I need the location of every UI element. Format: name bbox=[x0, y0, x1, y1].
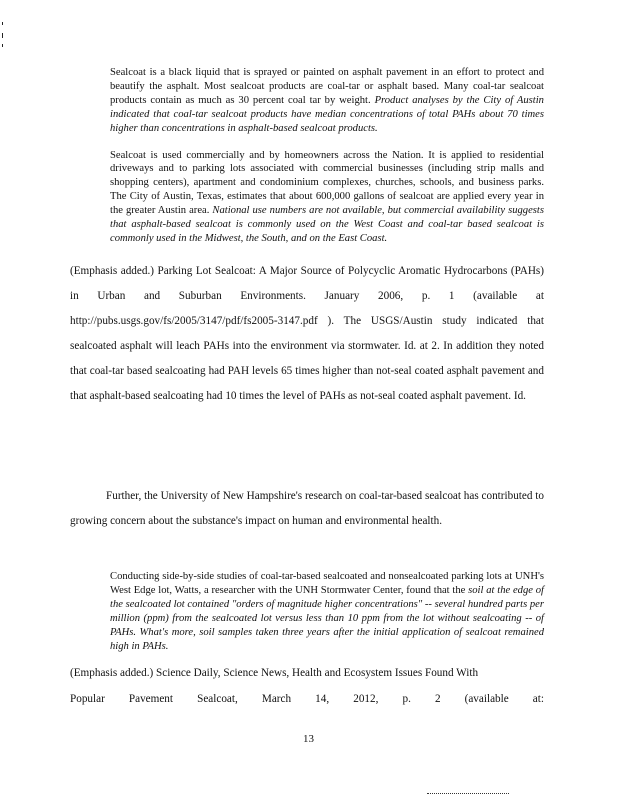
body-text: Further, the University of New Hampshire's research on coal-tar-based sealcoat has contributed to growing concern about the substance's impact on human and environmental health. bbox=[70, 490, 544, 527]
body-paragraph-usgs-citation bbox=[70, 259, 544, 409]
citation-word: (available bbox=[464, 693, 509, 705]
citation-word: 2012, bbox=[353, 693, 379, 705]
citation-word: 2 bbox=[434, 693, 441, 705]
body-paragraph-unh bbox=[70, 484, 544, 534]
block-quote-unh bbox=[110, 570, 544, 653]
quote-emphasis: Product analyses by the City of Austin indicated that coal-tar sealcoat products have median concentrations of total PAHs about 70 times higher than concentrations in asphalt-based sealcoat products. bbox=[110, 94, 544, 134]
footer-rule bbox=[427, 793, 509, 794]
quote-emphasis: soil at the edge of the sealcoated lot contained "orders of magnitude higher concentrations" -- several hundred parts per million (ppm) from the sealcoated lot versus less than 10 ppm from the lot without sealcoating -- of PAHs. What's more, soil samples taken three years after the initial application of sealcoat remained high in PAHs. bbox=[110, 584, 544, 652]
quote-text: Conducting side-by-side studies of coal-tar-based sealcoated and nonsealcoated parking lots at UNH's West Edge lot, Watts, a researcher with the UNH Stormwater Center, found that the bbox=[110, 571, 544, 596]
quote-paragraph bbox=[110, 149, 544, 246]
margin-mark bbox=[2, 22, 3, 25]
quote-text: Sealcoat is a black liquid that is sprayed or painted on asphalt pavement in an effort to protect and beautify the asphalt. Most sealcoat products are coal-tar or asphalt based. Many coal-tar sealcoat products contain as much as 30 percent coal tar by weight. bbox=[110, 67, 544, 106]
citation-line bbox=[70, 687, 544, 712]
citation-word: p. bbox=[402, 693, 411, 705]
quote-paragraph bbox=[110, 66, 544, 136]
body-paragraph-science-daily bbox=[70, 661, 544, 686]
quote-paragraph bbox=[110, 570, 544, 653]
block-quote-usgs bbox=[110, 66, 544, 246]
citation-word: 14, bbox=[315, 693, 330, 705]
margin-mark bbox=[2, 33, 3, 38]
body-text: (Emphasis added.) Parking Lot Sealcoat: A Major Source of Polycyclic Aromatic Hydrocarbons (PAHs) in Urban and Suburban Environments. January 2006, p. 1 (available at http://pubs.usgs.gov/fs/2005/3147/pdf/fs2005-3147.pdf ). The USGS/Austin study indicated that sealcoated asphalt will leach PAHs into the environment via stormwater. Id. at 2. In addition they noted that coal-tar based sealcoating had PAH levels 65 times higher than not-seal coated asphalt pavement and that asphalt-based sealcoating had 10 times the level of PAHs as not-seal coated asphalt pavement. Id. bbox=[70, 265, 544, 402]
quote-emphasis: National use numbers are not available, but commercial availability suggests that asphalt-based sealcoat is commonly used on the West Coast and coal-tar based sealcoat is commonly used in the Midwest, the South, and on the East Coast. bbox=[110, 205, 544, 244]
citation-word: Sealcoat, bbox=[197, 693, 238, 705]
citation-word: Pavement bbox=[128, 693, 174, 705]
citation-word: Popular bbox=[70, 693, 105, 705]
citation-word: March bbox=[261, 693, 292, 705]
citation-word: at: bbox=[532, 693, 544, 705]
body-text: (Emphasis added.) Science Daily, Science News, Health and Ecosystem Issues Found With bbox=[70, 667, 479, 679]
page-number: 13 bbox=[303, 733, 314, 745]
margin-mark bbox=[2, 44, 3, 47]
quote-text: Sealcoat is used commercially and by homeowners across the Nation. It is applied to residential driveways and to parking lots associated with commercial businesses (including strip malls and shopping centers), apartment and condominium complexes, churches, schools, and business parks. The City of Austin, Texas, estimates that about 600,000 gallons of sealcoat are applied every year in the greater Austin area. bbox=[110, 149, 544, 217]
